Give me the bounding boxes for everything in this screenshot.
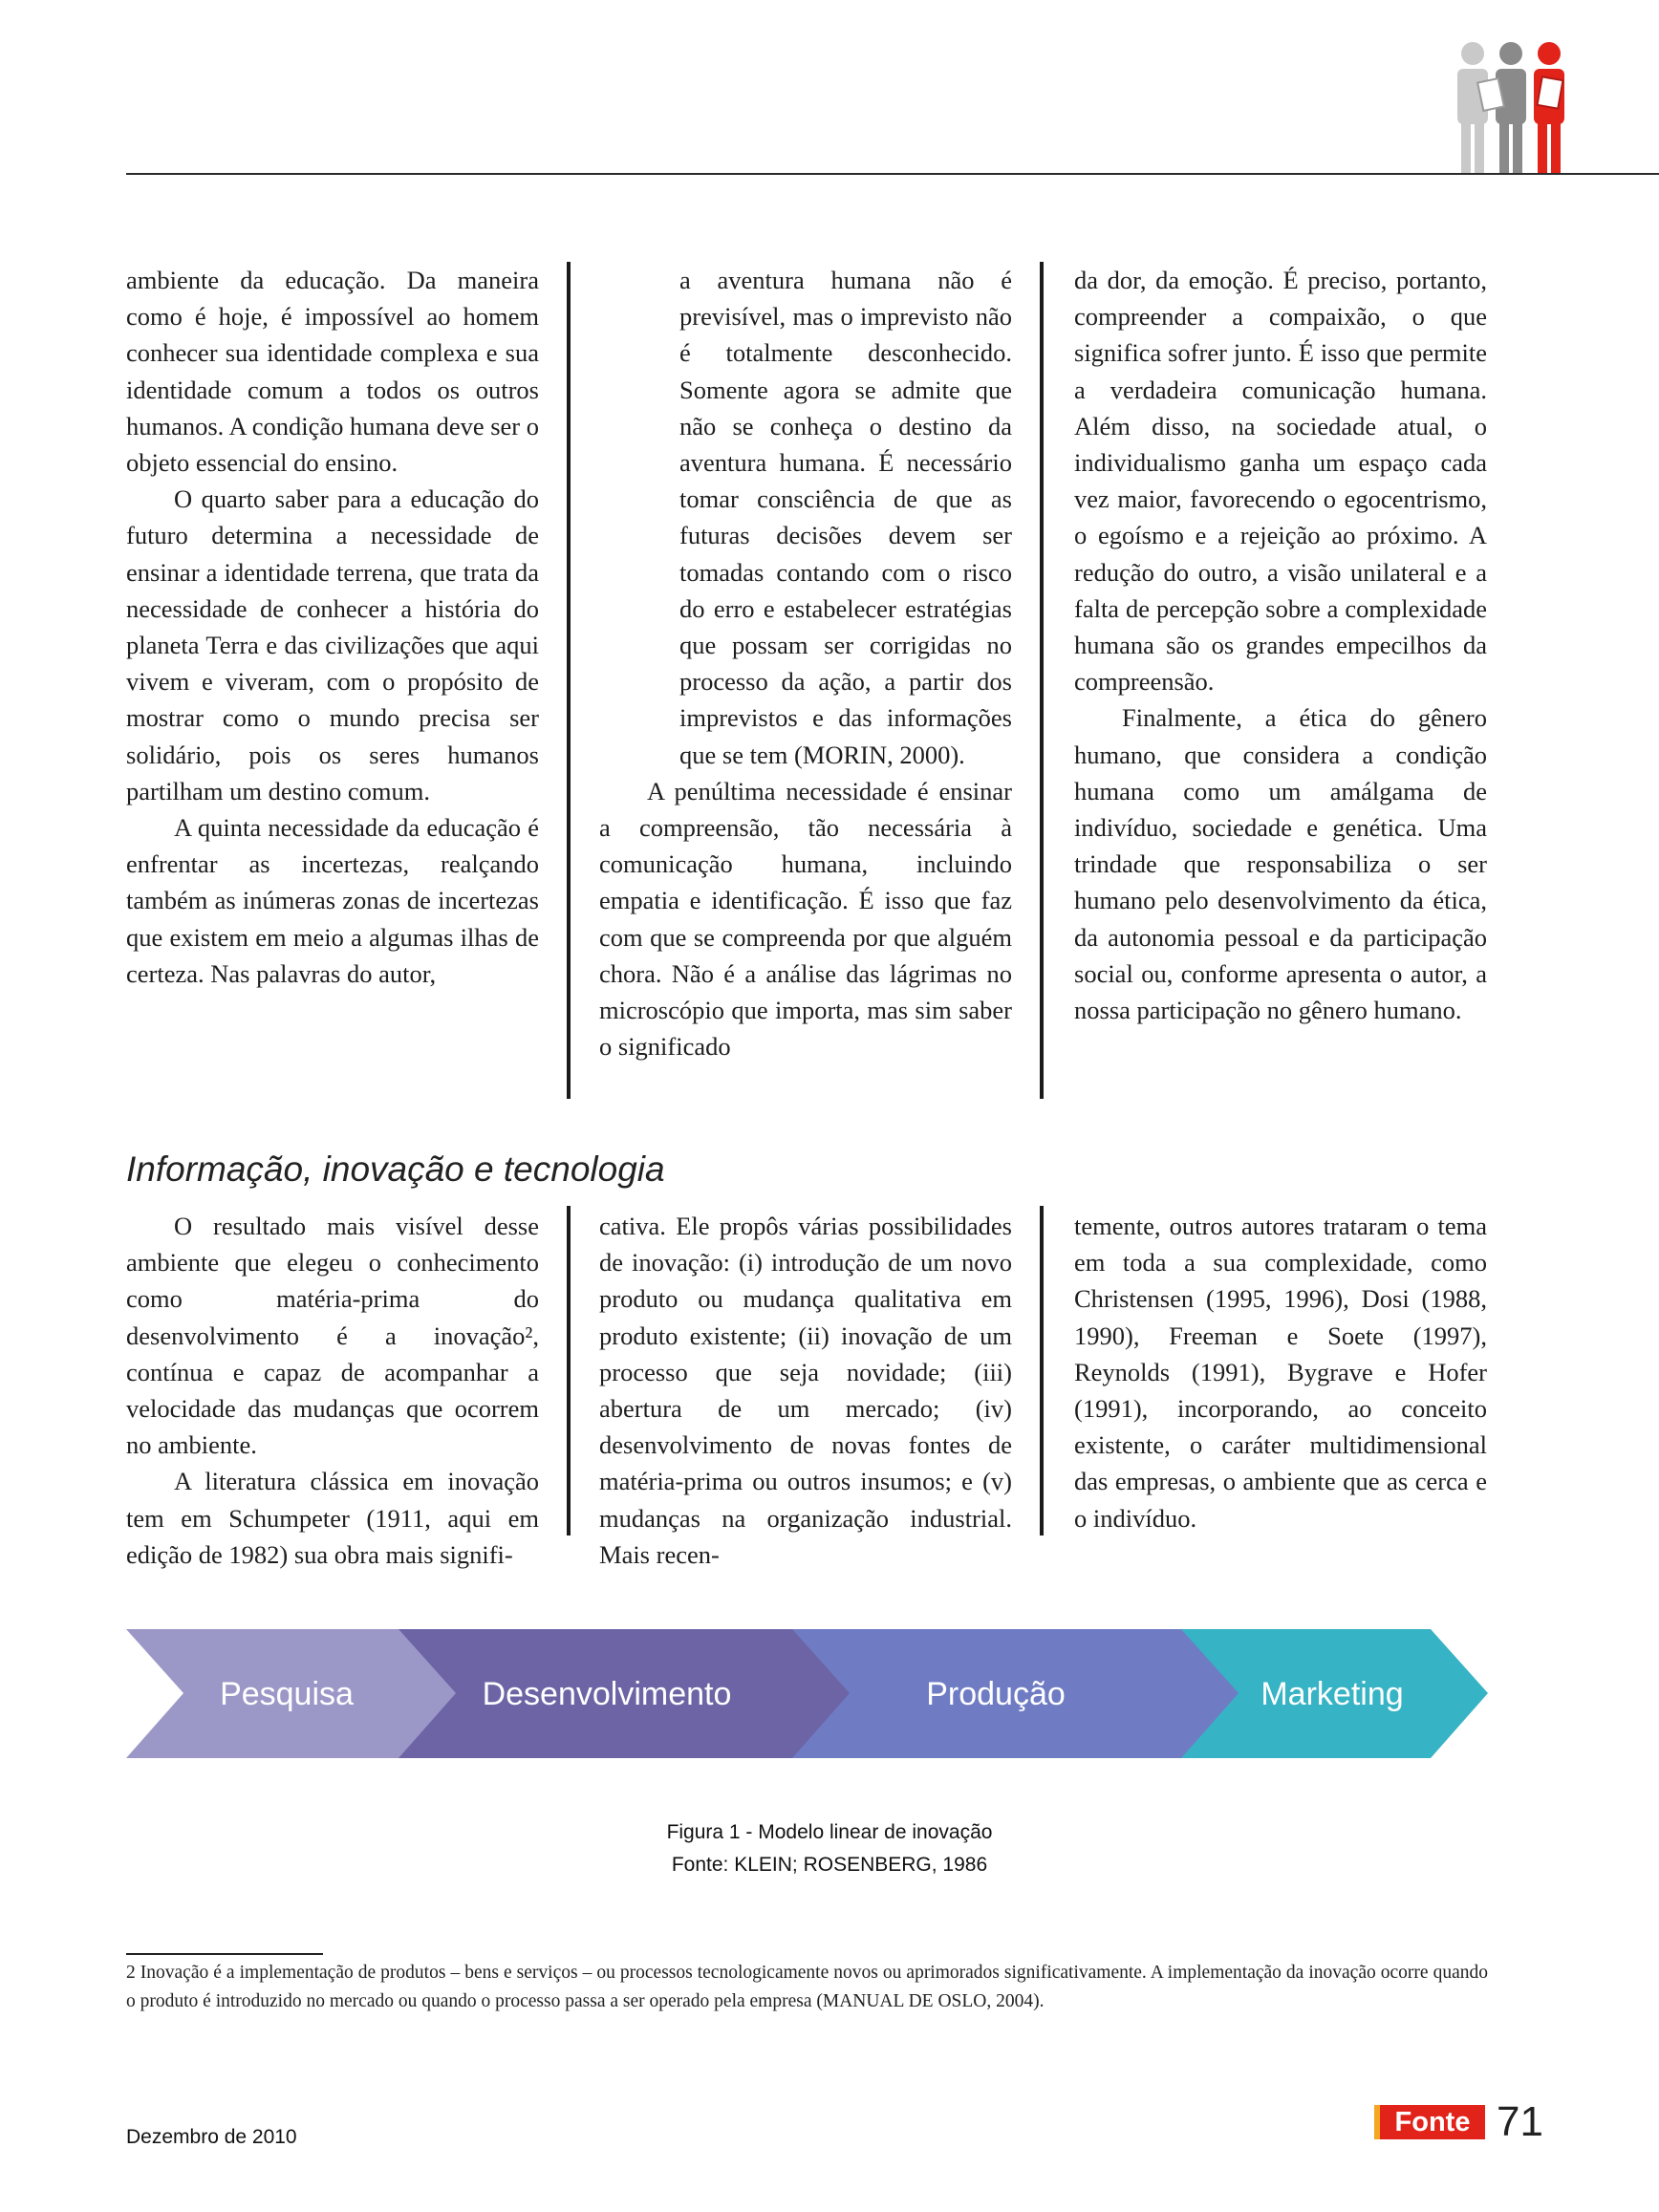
innovation-model-figure — [126, 1629, 1488, 1758]
paragraph: ambiente da educação. Da maneira como é hoje, é impossível ao homem conhecer sua identidade complexa e sua identidade comum a todos os outros humanos. A condição humana deve ser o objeto essencial do ensino. — [126, 266, 539, 478]
section-title: Informação, inovação e tecnologia — [126, 1149, 665, 1189]
paragraph: O resultado mais visível desse ambiente que elegeu o conhecimento como matéria-prima do desenvolvimento é a inovação², contínua e capaz de acompanhar a velocidade das mudanças que ocorrem no ambiente. — [126, 1212, 539, 1460]
column-divider — [567, 262, 571, 1099]
header-rule — [126, 173, 1659, 175]
upper-column-3 — [1074, 262, 1487, 1028]
paragraph: da dor, da emoção. É preciso, portanto, compreender a compaixão, o que significa sofrer junto. É isso que permite a verdadeira comunicação humana. Além disso, na sociedade atual, o individualismo ganha um espaço cada vez maior, favorecendo o egocentrismo, o egoísmo e a rejeição ao próximo. A redução do outro, a visão unilateral e a falta de percepção sobre a complexidade humana são os grandes empecilhos da compreensão. — [1074, 266, 1487, 697]
paragraph: cativa. Ele propôs várias possibilidades de inovação: (i) introdução de um novo produto ou mudança qualitativa em produto existente; (ii) inovação de um processo que seja novidade; (iii) abertura de um mercado; (iv) desenvolvimento de novas fontes de matéria-prima ou outros insumos; e (v) mudanças na organização industrial. Mais recen- — [599, 1212, 1012, 1569]
stage-label: Marketing — [1260, 1676, 1404, 1712]
paragraph: Finalmente, a ética do gênero humano, que considera a condição humana como um amálgama de indivíduo, sociedade e genética. Uma trindade que responsabiliza o ser humano pelo desenvolvimento da ética, da autonomia pessoal e da participação social ou, conforme apresenta o autor, a nossa participação no gênero humano. — [1074, 703, 1487, 1025]
paragraph: O quarto saber para a educação do futuro determina a necessidade de ensinar a identidade terrena, que trata da necessidade de conhecer a história do planeta Terra e das civilizações que aqui vivem e viveram, com o propósito de mostrar como o mundo precisa ser solidário, pois os seres humanos partilham um destino comum. — [126, 484, 539, 805]
lower-column-1 — [126, 1208, 539, 1573]
upper-column-1 — [126, 262, 539, 992]
people-logo-icon — [1448, 38, 1582, 177]
upper-column-2 — [599, 262, 1012, 1064]
page-number: 71 — [1497, 2098, 1543, 2145]
paragraph: temente, outros autores trataram o tema em toda a sua complexidade, como Christensen (1995, 1996), Dosi (1988, 1990), Freeman e Soete (1997), Reynolds (1991), Bygrave e Hofer (1991), incorporando, ao conceito existente, o caráter multidimensional das empresas, o ambiente que as cerca e o indivíduo. — [1074, 1212, 1487, 1533]
paragraph: A quinta necessidade da educação é enfrentar as incertezas, realçando também as inúmeras zonas de incertezas que existem em meio a algumas ilhas de certeza. Nas palavras do autor, — [126, 813, 539, 988]
figure-source: Fonte: KLEIN; ROSENBERG, 1986 — [671, 1854, 988, 1876]
issue-date: Dezembro de 2010 — [126, 2126, 297, 2148]
footnote: 2 Inovação é a implementação de produtos – bens e serviços – ou processos tecnologicamente novos ou aprimorados significativamente. A implementação da inovação ocorre quando o produto é introduzido no mercado ou quando o processo passa a ser operado pela empresa (MANUAL DE OSLO, 2004). — [126, 1963, 1488, 2011]
block-quote: a aventura humana não é previsível, mas o imprevisto não é totalmente desconhecido. Somente agora se admite que não se conheça o destino da aventura humana. É necessário tomar consciência de que as futuras decisões devem ser tomadas contando com o risco do erro e estabelecer estratégias que possam ser corrigidas no processo da ação, a partir dos imprevistos e das informações que se tem (MORIN, 2000). — [679, 266, 1012, 769]
lower-column-2 — [599, 1208, 1012, 1573]
paragraph: A penúltima necessidade é ensinar a compreensão, tão necessária à comunicação humana, incluindo empatia e identificação. É isso que faz com que se compreenda por que alguém chora. Não é a análise das lágrimas no microscópio que importa, mas sim saber o significado — [599, 776, 1012, 1062]
figure-caption: Figura 1 - Modelo linear de inovação — [666, 1821, 993, 1843]
stage-label: Produção — [926, 1676, 1066, 1712]
column-divider — [1040, 1206, 1044, 1536]
stage-label: Desenvolvimento — [482, 1676, 732, 1712]
footnote-rule — [126, 1953, 323, 1955]
paragraph: A literatura clássica em inovação tem em Schumpeter (1911, aqui em edição de 1982) sua obra mais signifi- — [126, 1467, 539, 1569]
column-divider — [1040, 262, 1044, 1099]
lower-column-3 — [1074, 1208, 1487, 1536]
fonte-badge: Fonte — [1374, 2105, 1485, 2139]
column-divider — [567, 1206, 571, 1536]
stage-label: Pesquisa — [220, 1676, 354, 1712]
